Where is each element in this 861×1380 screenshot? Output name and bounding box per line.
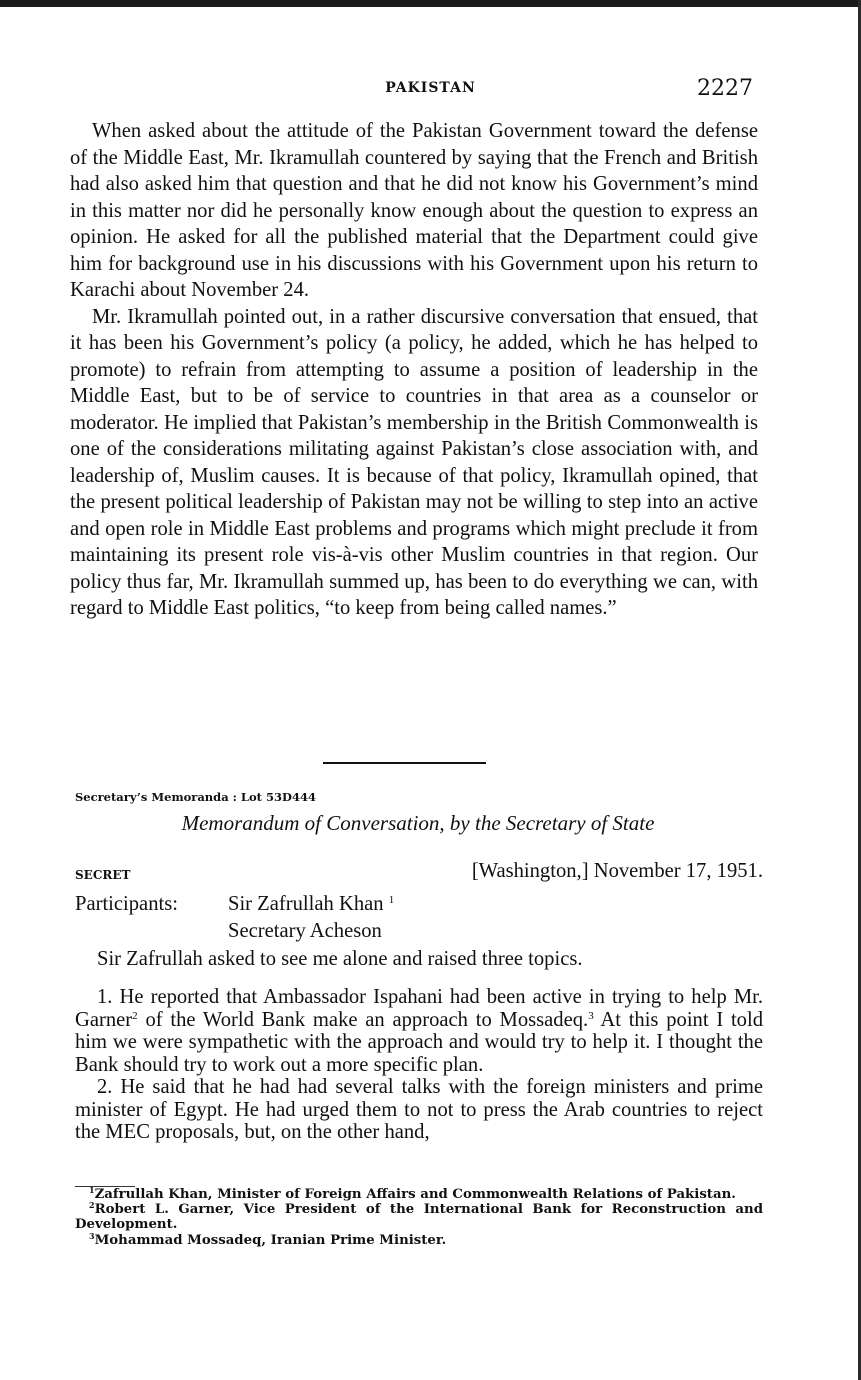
numbered-paragraph: 2. He said that he had had several talks with the foreign ministers and prime minister of Egypt. He had urged them to not to press the Arab countries to reject the MEC proposals, but, on the other hand, (75, 1076, 763, 1143)
footnote-mark: 2 (89, 1200, 95, 1211)
participants-label: Participants: (75, 893, 178, 915)
footnote (75, 1230, 763, 1248)
section-divider (323, 762, 486, 764)
running-head (0, 76, 861, 102)
participants-block (75, 891, 394, 945)
paragraph: Mr. Ikramullah pointed out, in a rather discursive conversation that ensued, that it has been his Government’s policy (a policy, he added, which he has helped to promote) to refrain from attempting to assume a position of leadership in the Middle East, but to be of service to countries in that area as a counselor or moderator. He implied that Pakistan’s membership in the British Commonwealth is one of the considerations militating against Pakistan’s close association with, and leadership of, Muslim causes. It is because of that policy, Ikramullah opined, that the present political leadership of Pakistan may not be willing to step into an active and open role in Middle East problems and programs which might preclude it from maintaining its present role vis-à-vis other Muslim countries in that region. Our policy thus far, Mr. Ikramullah summed up, has been to do everything we can, with regard to Middle East politics, “to keep from being called names.” (70, 305, 758, 619)
classification-line (75, 860, 763, 886)
numbered-paragraph (75, 986, 763, 1076)
footnote (75, 1187, 763, 1202)
classification-marking: SECRET (75, 868, 131, 882)
paragraph-text: At this point I told him we were sympathetic with the approach and would try to help it. I thought the Bank should try to work out a more specific plan. (75, 1008, 763, 1076)
intro-paragraph: Sir Zafrullah asked to see me alone and raised three topics. (97, 948, 583, 970)
running-head-title: PAKISTAN (385, 80, 476, 96)
numbered-points (75, 986, 763, 1144)
paragraph-text: of the World Bank make an approach to Mossadeq. (137, 1008, 589, 1031)
page-number: 2227 (697, 76, 753, 101)
footnote-mark: 1 (89, 1185, 95, 1195)
document-title: Memorandum of Conversation, by the Secretary of State (181, 811, 655, 835)
footnotes (75, 1187, 763, 1248)
page-top-edge (0, 0, 861, 7)
footnote-text: Zafrullah Khan, Minister of Foreign Affairs and Commonwealth Relations of Pakistan. (94, 1187, 736, 1202)
footnote-text: Mohammad Mossadeq, Iranian Prime Minister. (94, 1232, 447, 1248)
participants-list (228, 891, 394, 945)
paragraph-text: 1. He reported that Ambassador Ispahani had been active in trying to help Mr. Garner (75, 986, 763, 1031)
paragraph: When asked about the attitude of the Pakistan Government toward the defense of the Middle East, Mr. Ikramullah countered by saying that the French and British had also asked him that question and that he did not know his Government’s mind in this matter nor did he personally know enough about the question to express an opinion. He asked for all the published material that the Department could give him for background use in his discussions with his Government upon his return to Karachi about November 24. (70, 120, 758, 301)
footnote-ref: 3 (588, 1009, 594, 1022)
footnote-ref: 2 (132, 1009, 138, 1022)
participant-name: Sir Zafrullah Khan (228, 893, 384, 915)
footnote (75, 1202, 763, 1232)
participant-name: Secretary Acheson (228, 920, 382, 942)
dateline: [Washington,] November 17, 1951. (471, 860, 763, 882)
source-note: Secretary’s Memoranda : Lot 53D444 (75, 790, 316, 804)
footnote-ref: 1 (388, 894, 395, 906)
continued-text (70, 118, 758, 622)
footnote-mark: 3 (89, 1230, 95, 1241)
footnote-text: Robert L. Garner, Vice President of the International Bank for Reconstruction and Development. (75, 1202, 763, 1233)
